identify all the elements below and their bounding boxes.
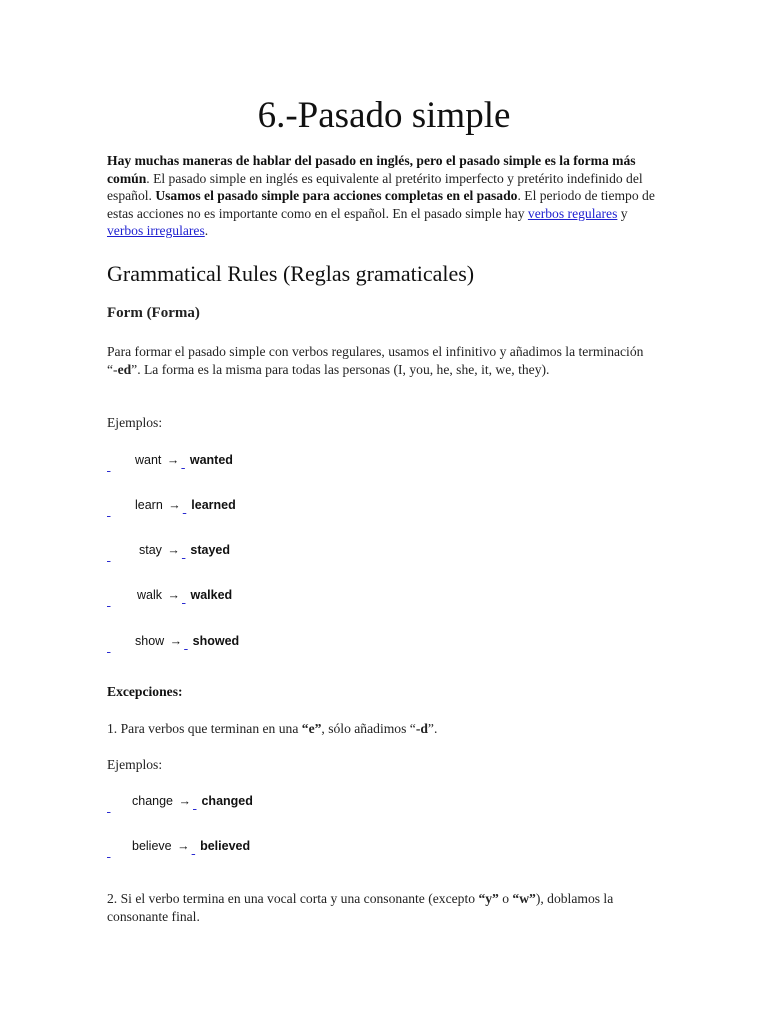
example-row: [107, 839, 250, 857]
rule-2-after: ), doblamos la consonante final.: [107, 891, 614, 924]
link-marker[interactable]: [182, 546, 187, 560]
arrow-icon: →: [166, 453, 180, 467]
intro-conj: y: [617, 205, 628, 221]
example-result: learned: [191, 498, 236, 512]
arrow-icon: →: [167, 543, 180, 557]
arrow-icon: →: [177, 839, 190, 853]
link-marker[interactable]: [182, 591, 187, 605]
form-text-after: ”. La forma es la misma para todas las personas (I, you, he, she, it, we, they).: [131, 361, 550, 377]
example-base: believe: [132, 839, 172, 853]
form-paragraph: [107, 343, 647, 378]
intro-paragraph: [107, 152, 667, 240]
link-marker[interactable]: [193, 797, 198, 811]
bullet-link[interactable]: [107, 640, 115, 654]
example-result: believed: [200, 839, 251, 853]
example-row: [107, 498, 236, 516]
example-result: stayed: [190, 543, 231, 557]
form-text-before: Para formar el pasado simple con verbos regulares, usamos el infinitivo y añadimos la terminación “-: [107, 344, 644, 377]
rule-2-bold-2: “w”: [512, 891, 536, 906]
bullet-link[interactable]: [107, 845, 115, 859]
rule-2-before: 2. Si el verbo termina en una vocal corta y una consonante (excepto: [107, 891, 479, 906]
example-base: change: [132, 794, 174, 808]
bullet-link[interactable]: [107, 459, 115, 473]
intro-text-1: . El pasado simple en inglés es equivalente al pretérito imperfecto y pretérito indefinido del español.: [107, 170, 643, 203]
link-marker[interactable]: [192, 842, 197, 856]
section-heading: Grammatical Rules (Reglas gramaticales): [107, 261, 475, 286]
rule-1-after: ”.: [427, 721, 438, 736]
link-verbos-regulares[interactable]: verbos regulares: [527, 205, 618, 221]
intro-bold-1: Hay muchas maneras de hablar del pasado en inglés, pero el pasado simple es la forma más común: [107, 153, 636, 186]
ejemplos-label: Ejemplos:: [107, 415, 163, 430]
link-marker[interactable]: [183, 501, 188, 515]
link-marker[interactable]: [181, 456, 186, 470]
rule-2: [107, 890, 647, 925]
bullet-link[interactable]: [107, 800, 115, 814]
bullet-link[interactable]: [107, 549, 115, 563]
page-title: 6.-Pasado simple: [257, 95, 511, 136]
example-row: [107, 453, 233, 471]
link-marker[interactable]: [184, 637, 189, 651]
rule-1-bold-1: “e”: [301, 721, 322, 736]
bullet-link[interactable]: [107, 504, 115, 518]
example-row: [107, 794, 253, 812]
example-result: walked: [190, 588, 233, 602]
example-base: walk: [137, 588, 163, 602]
intro-text-2: . El periodo de tiempo de estas acciones no es importante como en el español. En el pasado simple hay: [107, 188, 655, 221]
arrow-icon: →: [167, 588, 180, 602]
form-text-bold: ed: [117, 361, 132, 377]
ejemplos-label-2: Ejemplos:: [107, 757, 163, 772]
bullet-link[interactable]: [107, 594, 115, 608]
exceptions-label: Excepciones:: [107, 684, 183, 699]
rule-2-mid: o: [498, 891, 513, 906]
rule-1-before: 1. Para verbos que terminan en una: [107, 721, 302, 736]
rule-1: [107, 720, 647, 738]
rule-1-mid: , sólo añadimos “: [321, 721, 416, 736]
example-base: want: [135, 453, 162, 467]
intro-end: .: [204, 223, 209, 238]
subsection-heading: Form (Forma): [107, 305, 200, 321]
rule-1-bold-2: -d: [415, 721, 428, 736]
example-base: learn: [135, 498, 163, 512]
example-row: [107, 543, 230, 561]
link-verbos-irregulares[interactable]: verbos irregulares: [107, 223, 205, 238]
arrow-icon: →: [178, 794, 191, 808]
arrow-icon: →: [169, 634, 183, 648]
intro-bold-2: Usamos el pasado simple para acciones completas en el pasado: [155, 188, 518, 203]
example-row: [107, 634, 239, 652]
example-base: stay: [139, 543, 162, 557]
example-row: [107, 588, 232, 606]
example-result: wanted: [189, 453, 233, 467]
example-result: showed: [192, 634, 240, 648]
rule-2-bold-1: “y”: [478, 891, 499, 906]
example-result: changed: [201, 794, 253, 808]
arrow-icon: →: [168, 498, 181, 512]
example-base: show: [135, 634, 165, 648]
